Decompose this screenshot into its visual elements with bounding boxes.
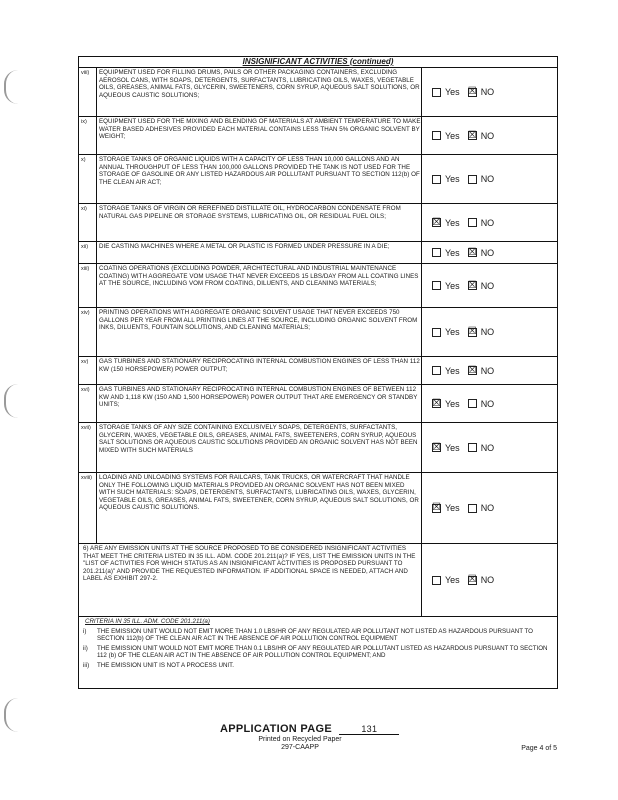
answer-cell (421, 242, 557, 263)
yes-label: Yes (445, 365, 460, 376)
item-description: DIE CASTING MACHINES WHERE A METAL OR PLASTIC IS FORMED UNDER PRESSURE IN A DIE; (99, 243, 390, 250)
no-checkbox[interactable] (468, 131, 477, 140)
criteria-item (83, 628, 553, 643)
yes-label: Yes (445, 442, 460, 453)
item-description: STORAGE TANKS OF ORGANIC LIQUIDS WITH A CAPACITY OF LESS THAN 10,000 GALLONS AND AN ANNUAL THROUGHPUT OF LESS THAN 100,000 GALLONS PROVIDED THE TANK IS NOT USED FOR THE STORAGE OF GASOLINE OR ANY LISTED HAZARDOUS AIR POLLUTANT PURSUANT TO SECTION 112(b) OF THE CLEAN AIR ACT; (99, 156, 420, 186)
application-page-number: 131 (339, 724, 399, 735)
yes-no-group (432, 443, 494, 453)
criteria-item-number: i) (83, 627, 87, 635)
no-label: NO (480, 174, 495, 184)
no-label: NO (480, 217, 495, 228)
no-label: NO (480, 280, 495, 291)
item-number: xiv) (79, 308, 97, 356)
no-label: NO (480, 398, 495, 409)
yes-checkbox[interactable] (432, 366, 441, 375)
no-label: NO (480, 575, 495, 585)
yes-checkbox[interactable] (432, 443, 441, 452)
criteria-item-number: iii) (83, 661, 90, 669)
yes-checkbox[interactable] (432, 328, 441, 337)
item-description: COATING OPERATIONS (EXCLUDING POWDER, ARCHITECTURAL AND INDUSTRIAL MAINTENANCE COATING) WITH AGGREGATE VOM USAGE THAT NEVER EXCEEDS 15 LBS/DAY FROM ALL COATING LINES AT THE SOURCE, INCLUDING VOM FROM COATING, DILUENTS, AND CLEANING MATERIALS; (99, 265, 419, 288)
item-description: GAS TURBINES AND STATIONARY RECIPROCATING INTERNAL COMBUSTION ENGINES OF BETWEEN 112 KW AND 1,118 KW (150 AND 1,500 HORSEPOWER) POWER OUTPUT THAT ARE EMERGENCY OR STANDBY UNITS; (99, 386, 418, 409)
item-number: viii) (79, 68, 97, 116)
yes-no-group (432, 366, 494, 376)
checkbox-mark: ☒ (467, 364, 477, 376)
no-label: NO (480, 365, 495, 376)
binder-hole (4, 70, 20, 104)
item-number: x) (79, 155, 97, 203)
item-number: xi) (79, 204, 97, 241)
form-title: INSIGNIFICANT ACTIVITIES (continued) (79, 57, 557, 68)
answer-cell (421, 264, 557, 307)
no-label: NO (480, 130, 495, 141)
yes-checkbox[interactable] (432, 576, 441, 585)
activity-row (79, 357, 557, 385)
insignificant-activities-form (78, 56, 558, 689)
no-checkbox[interactable] (468, 281, 477, 290)
item-number: xvii) (79, 423, 97, 472)
activity-row (79, 473, 557, 544)
yes-label: Yes (445, 247, 460, 258)
no-label: NO (480, 87, 495, 97)
activity-row (79, 242, 557, 264)
yes-label: Yes (445, 398, 460, 409)
criteria-item-text: THE EMISSION UNIT WOULD NOT EMIT MORE THAN 0.1 LBS/HR OF ANY REGULATED AIR POLLUTANT LISTED AS HAZARDOUS PURSUANT TO SECTION 112 (b) OF THE CLEAN AIR ACT IN THE ABSENCE OF AIR POLLUTION CONTROL EQUIPMENT; AND (97, 644, 548, 660)
activity-row (79, 68, 557, 117)
no-checkbox[interactable] (468, 248, 477, 257)
answer-cell (421, 155, 557, 203)
item-number: xvi) (79, 385, 97, 422)
item-number: xiii) (79, 264, 97, 307)
checkbox-mark: ☒ (432, 441, 441, 453)
activity-row (79, 423, 557, 473)
question-6-text: 6) ARE ANY EMISSION UNITS AT THE SOURCE PROPOSED TO BE CONSIDERED INSIGNIFICANT ACTIVITIES THAT MEET THE CRITERIA LISTED IN 35 ILL. ADM. CODE 201.211(a)? IF YES, LIST THE EMISSION UNITS IN THE "LIST OF ACTIVITIES FOR WHICH STATUS AS AN INSIGNIFICANT ACTIVITIES IS PROPOSED PURSUANT TO 201.211(a)" AND PROVIDE THE REQUESTED INFORMATION. IF ADDITIONAL SPACE IS NEEDED, ATTACH AND LABEL AS EXHIBIT 297-2. (83, 545, 416, 583)
activity-row (79, 204, 557, 242)
yes-no-group (432, 327, 494, 337)
checkbox-mark: ☒ (467, 279, 477, 291)
criteria-item (83, 662, 553, 670)
answer-cell (421, 117, 557, 154)
answer-cell (421, 357, 557, 384)
yes-no-group (432, 248, 494, 258)
no-checkbox[interactable] (468, 328, 477, 337)
yes-checkbox[interactable] (432, 504, 441, 513)
checkbox-mark: ☒ (467, 326, 477, 337)
activity-row (79, 264, 557, 308)
item-description: STORAGE TANKS OF ANY SIZE CONTAINING EXCLUSIVELY SOAPS, DETERGENTS, SURFACTANTS, GLYCERIN, WAXES, VEGETABLE OILS, GREASES, ANIMAL FATS, SWEETENERS, CORN SYRUP, AQUEOUS SALT SOLUTIONS OR AQUEOUS CAUSTIC SOLUTIONS PROVIDED AN ORGANIC SOLVENT HAS NOT BEEN MIXED WITH SUCH MATERIALS (99, 424, 418, 454)
answer-cell (421, 385, 557, 422)
binder-hole (4, 384, 20, 418)
no-checkbox[interactable] (468, 88, 477, 97)
activity-row (79, 385, 557, 423)
yes-no-group (432, 503, 494, 513)
criteria-item-text: THE EMISSION UNIT WOULD NOT EMIT MORE THAN 1.0 LBS/HR OF ANY REGULATED AIR POLLUTANT NOT LISTED AS HAZARDOUS PURSUANT TO SECTION 112(b) OF THE CLEAN AIR ACT IN THE ABSENCE OF AIR POLLUTION CONTROL EQUIPMENT (97, 627, 533, 643)
item-description: LOADING AND UNLOADING SYSTEMS FOR RAILCARS, TANK TRUCKS, OR WATERCRAFT THAT HANDLE ONLY THE FOLLOWING LIQUID MATERIALS PROVIDED AN ORGANIC SOLVENT HAS NOT BEEN MIXED WITH SUCH MATERIALS: SOAPS, DETERGENTS, SURFACTANTS, LUBRICATING OILS, WAXES, GLYCERIN, VEGETABLE OILS, GREASES, ANIMAL FATS, SWEETENER, CORN SYRUP, AQUEOUS SALT SOLUTIONS, OR AQUEOUS CAUSTIC SOLUTIONS. (99, 474, 419, 512)
yes-label: Yes (445, 174, 460, 184)
answer-cell (421, 204, 557, 241)
criteria-item (83, 645, 553, 660)
yes-no-group (432, 399, 494, 409)
yes-label: Yes (445, 327, 460, 337)
page-of-indicator: Page 4 of 5 (521, 745, 557, 752)
checkbox-mark: ☒ (467, 86, 477, 97)
application-page-footer (220, 723, 399, 735)
no-label: NO (480, 327, 495, 337)
no-label: NO (480, 442, 495, 453)
application-page-label: APPLICATION PAGE (220, 723, 332, 735)
no-checkbox[interactable] (468, 504, 477, 513)
no-checkbox[interactable] (468, 175, 477, 184)
yes-checkbox[interactable] (432, 399, 441, 408)
item-description: EQUIPMENT USED FOR THE MIXING AND BLENDING OF MATERIALS AT AMBIENT TEMPERATURE TO MAKE WATER BASED ADHESIVES PROVIDED EACH MATERIAL CONTAINS LESS THAN 5% ORGANIC SOLVENT BY WEIGHT; (99, 118, 421, 141)
question-6-row (79, 544, 557, 617)
form-code: 297-CAAPP (281, 744, 319, 751)
answer-cell (421, 423, 557, 472)
binder-hole (4, 698, 20, 732)
no-checkbox[interactable] (468, 576, 477, 585)
item-number: ix) (79, 117, 97, 154)
yes-label: Yes (445, 217, 460, 228)
no-label: NO (480, 247, 495, 258)
item-description: EQUIPMENT USED FOR FILLING DRUMS, PAILS OR OTHER PACKAGING CONTAINERS, EXCLUDING AEROSOL CANS, WITH SOAPS, DETERGENTS, SURFACTANTS, LUBRICATING OILS, WAXES, VEGETABLE OILS, GREASES, ANIMAL FATS, GLYCERIN, SWEETENERS, CORN SYRUP, AQUEOUS SALT SOLUTIONS, OR AQUEOUS CAUSTIC SOLUTIONS; (99, 69, 420, 99)
yes-checkbox[interactable] (432, 88, 441, 97)
yes-no-group (432, 575, 494, 585)
answer-cell (421, 544, 557, 616)
no-label: NO (480, 503, 495, 513)
yes-label: Yes (445, 130, 460, 141)
activity-row (79, 308, 557, 357)
no-checkbox[interactable] (468, 443, 477, 452)
yes-checkbox[interactable] (432, 175, 441, 184)
item-description: GAS TURBINES AND STATIONARY RECIPROCATING INTERNAL COMBUSTION ENGINES OF LESS THAN 112 KW (150 HORSEPOWER) POWER OUTPUT; (99, 358, 420, 373)
yes-checkbox[interactable] (432, 248, 441, 257)
answer-cell (421, 68, 557, 116)
checkbox-mark: ☒ (467, 129, 477, 141)
answer-cell (421, 308, 557, 356)
checkbox-mark: ☒ (432, 216, 441, 228)
yes-no-group (432, 218, 494, 228)
no-checkbox[interactable] (468, 218, 477, 227)
item-number: xv) (79, 357, 97, 384)
activity-row (79, 155, 557, 204)
checkbox-mark: ☒ (467, 574, 477, 585)
checkbox-mark: ☒ (432, 397, 441, 409)
recycled-paper-note: Printed on Recycled Paper (258, 736, 342, 743)
criteria-item-number: ii) (83, 644, 88, 652)
yes-no-group (432, 131, 494, 141)
checkbox-mark: ☒ (467, 246, 477, 258)
footer-subtext (255, 736, 345, 752)
yes-label: Yes (445, 280, 460, 291)
checkbox-mark: ☒ (432, 502, 441, 513)
yes-no-group (432, 281, 494, 291)
activity-row (79, 117, 557, 155)
item-description: PRINTING OPERATIONS WITH AGGREGATE ORGANIC SOLVENT USAGE THAT NEVER EXCEEDS 750 GALLONS PER YEAR FROM ALL PRINTING LINES AT THE SOURCE, INCLUDING ORGANIC SOLVENT FROM INKS, DILUENTS, FOUNTAIN SOLUTIONS, AND CLEANING MATERIALS; (99, 309, 418, 332)
item-number: xii) (79, 242, 97, 263)
item-number: xviii) (79, 473, 97, 543)
yes-label: Yes (445, 503, 460, 513)
yes-checkbox[interactable] (432, 281, 441, 290)
yes-label: Yes (445, 575, 460, 585)
yes-checkbox[interactable] (432, 131, 441, 140)
yes-checkbox[interactable] (432, 218, 441, 227)
yes-no-group (432, 87, 494, 97)
yes-no-group (432, 174, 494, 184)
no-checkbox[interactable] (468, 366, 477, 375)
criteria-item-text: THE EMISSION UNIT IS NOT A PROCESS UNIT. (97, 661, 234, 669)
criteria-section (79, 616, 557, 670)
item-description: STORAGE TANKS OF VIRGIN OR REREFINED DISTILLATE OIL, HYDROCARBON CONDENSATE FROM NATURAL GAS PIPELINE OR STORAGE SYSTEMS, LUBRICATING OIL, OR RESIDUAL FUEL OILS; (99, 205, 401, 220)
answer-cell (421, 473, 557, 543)
no-checkbox[interactable] (468, 399, 477, 408)
yes-label: Yes (445, 87, 460, 97)
criteria-title: CRITERIA IN 35 ILL. ADM. CODE 201.211(a) (85, 618, 210, 625)
